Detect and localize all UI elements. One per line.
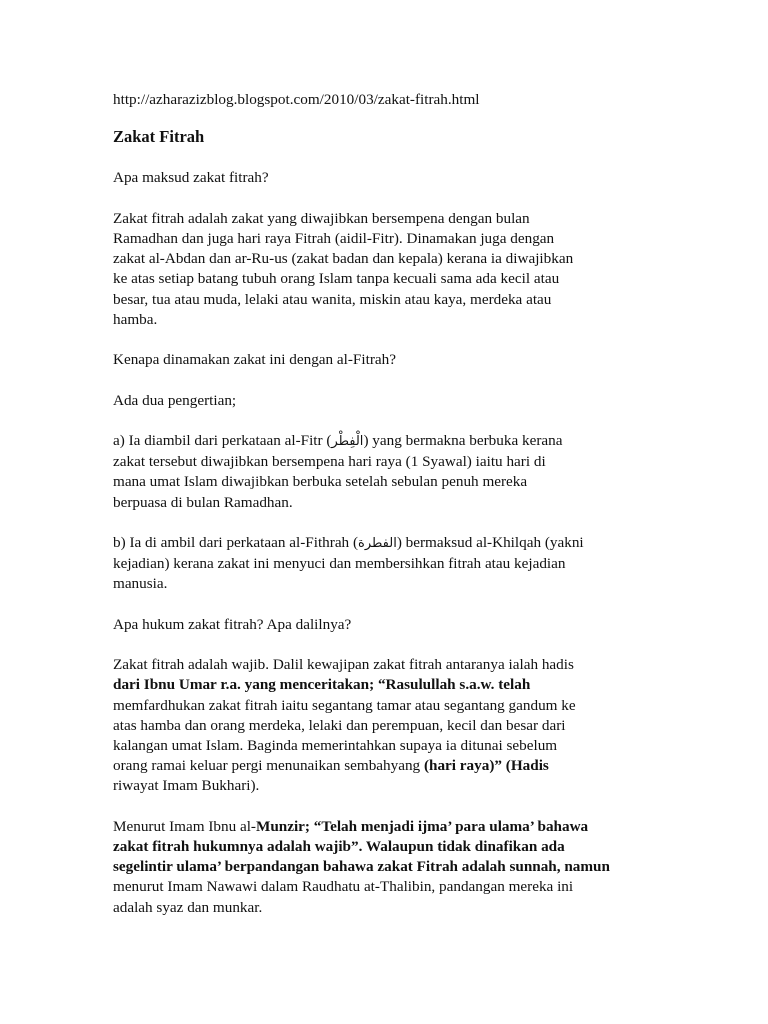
paragraph-3-line: Zakat fitrah adalah wajib. Dalil kewajipan zakat fitrah antaranya ialah hadis xyxy=(113,656,574,674)
point-a-text: a) Ia diambil dari perkataan al-Fitr ( xyxy=(113,431,332,449)
ijma-quote-bold: zakat fitrah hukumnya adalah wajib”. Walaupun tidak dinafikan ada xyxy=(113,837,565,855)
paragraph-1 xyxy=(113,209,673,330)
paragraph-3 xyxy=(113,655,673,796)
point-b-line: kejadian) kerana zakat ini menyuci dan membersihkan fitrah atau kejadian xyxy=(113,555,566,573)
source-url: http://azharazizblog.blogspot.com/2010/03/zakat-fitrah.html xyxy=(113,91,480,108)
point-b xyxy=(113,533,673,595)
ijma-quote-bold: segelintir ulama’ berpandangan bahawa zakat Fitrah adalah sunnah, namun xyxy=(113,858,610,876)
point-b-text: ) bermaksud al-Khilqah (yakni xyxy=(396,533,584,551)
paragraph-3-line: memfardhukan zakat fitrah iaitu segantang tamar atau segantang gandum ke xyxy=(113,696,576,714)
paragraph-4-line: adalah syaz dan munkar. xyxy=(113,898,263,916)
paragraph-4 xyxy=(113,817,673,918)
paragraph-3-line: kalangan umat Islam. Baginda memerintahkan supaya ia ditunai sebelum xyxy=(113,736,558,754)
point-b-line: manusia. xyxy=(113,575,168,593)
point-b-text: b) Ia di ambil dari perkataan al-Fithrah ( xyxy=(113,533,359,551)
hadith-intro-bold: dari Ibnu Umar r.a. yang menceritakan; “Rasulullah s.a.w. telah xyxy=(113,676,531,694)
paragraph-3-line: atas hamba dan orang merdeka, lelaki dan perempuan, kecil dan besar dari xyxy=(113,716,566,734)
paragraph-1-line: hamba. xyxy=(113,310,158,328)
arabic-word-alfitr: الْفِطْر xyxy=(331,433,364,449)
paragraph-4-line: Menurut Imam Ibnu al- xyxy=(113,817,256,835)
paragraph-4-line: menurut Imam Nawawi dalam Raudhatu at-Thalibin, pandangan mereka ini xyxy=(113,878,574,896)
document-page xyxy=(113,90,673,938)
paragraph-1-line: Ramadhan dan juga hari raya Fitrah (aidil-Fitr). Dinamakan juga dengan xyxy=(113,229,555,247)
paragraph-3-line: orang ramai keluar pergi menunaikan sembahyang xyxy=(113,757,424,775)
point-a-line: mana umat Islam diwajibkan berbuka setelah sebulan penuh mereka xyxy=(113,473,528,491)
document-title: Zakat Fitrah xyxy=(113,127,205,147)
point-a-line: berpuasa di bulan Ramadhan. xyxy=(113,493,293,511)
point-a-text: ) yang bermakna berbuka kerana xyxy=(363,431,563,449)
question-1: Apa maksud zakat fitrah? xyxy=(113,169,269,187)
question-2: Kenapa dinamakan zakat ini dengan al-Fitrah? xyxy=(113,351,396,369)
arabic-word-alfithrah: الفطرة xyxy=(358,535,397,551)
hadith-source-bold: (hari raya)” (Hadis xyxy=(423,757,549,775)
point-a xyxy=(113,431,673,513)
paragraph-3-line: riwayat Imam Bukhari). xyxy=(113,777,260,795)
question-3: Apa hukum zakat fitrah? Apa dalilnya? xyxy=(113,615,352,633)
paragraph-1-line: besar, tua atau muda, lelaki atau wanita, miskin atau kaya, merdeka atau xyxy=(113,290,552,308)
paragraph-1-line: ke atas setiap batang tubuh orang Islam tanpa kecuali sama ada kecil atau xyxy=(113,270,560,288)
point-a-line: zakat tersebut diwajibkan bersempena hari raya (1 Syawal) iaitu hari di xyxy=(113,453,546,471)
paragraph-1-line: Zakat fitrah adalah zakat yang diwajibkan bersempena dengan bulan xyxy=(113,209,530,227)
paragraph-1-line: zakat al-Abdan dan ar-Ru-us (zakat badan dan kepala) kerana ia diwajibkan xyxy=(113,250,574,268)
ijma-quote-bold: Munzir; “Telah menjadi ijma’ para ulama’ bahawa xyxy=(255,817,589,835)
intro-2: Ada dua pengertian; xyxy=(113,391,237,409)
